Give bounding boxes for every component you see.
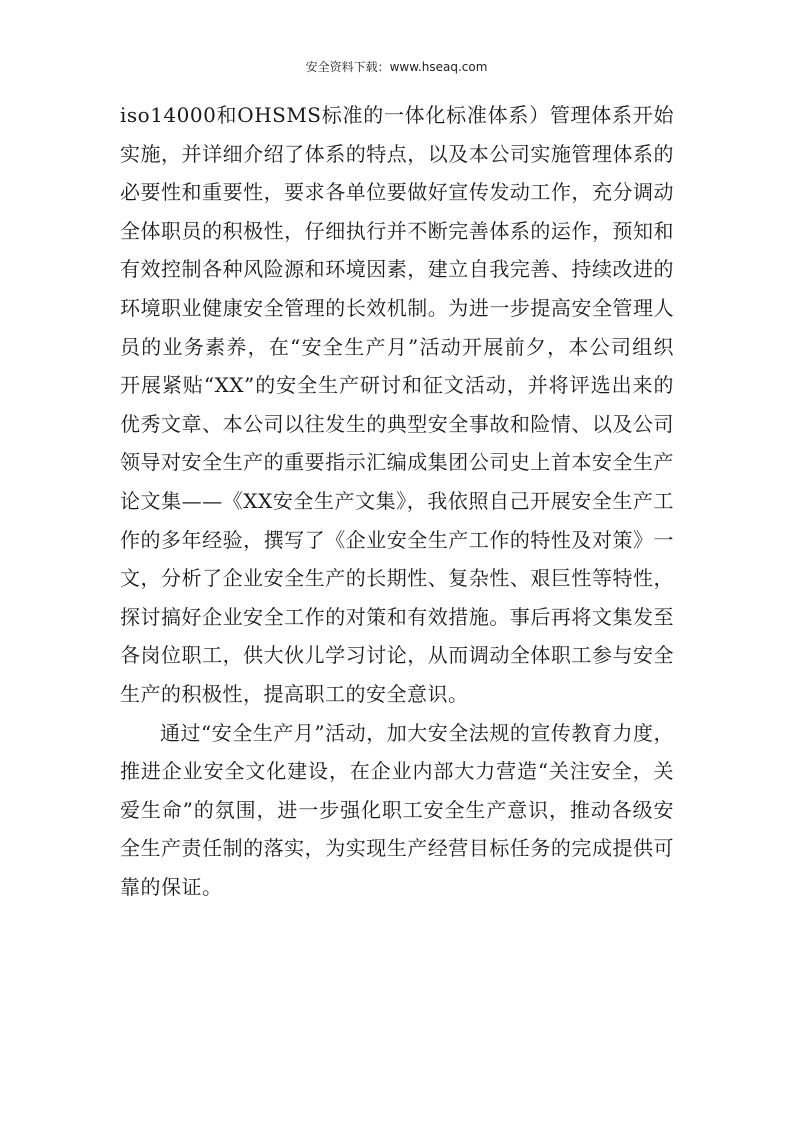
page-header: 安全资料下载：www.hseaq.com <box>305 60 488 74</box>
body-paragraph-1: iso14000和OHSMS标准的一体化标准体系）管理体系开始实施，并详细介绍了体系的特点，以及本公司实施管理体系的必要性和重要性，要求各单位要做好宣传发动工作，充分调动全体职员的积极性，仔细执行并不断完善体系的运作，预知和有效控制各种风险源和环境因素，建立自我完善、持续改进的环境职业健康安全管理的长效机制。为进一步提高安全管理人员的业务素养，在“安全生产月”活动开展前夕，本公司组织开展紧贴“XX”的安全生产研讨和征文活动，并将评选出来的优秀文章、本公司以往发生的典型安全事故和险情、以及公司领导对安全生产的重要指示汇编成集团公司史上首本安全生产论文集——《XX安全生产文集》，我依照自己开展安全生产工作的多年经验，撰写了《企业安全生产工作的特性及对策》一文，分析了企业安全生产的长期性、复杂性、艰巨性等特性，探讨搞好企业安全工作的对策和有效措施。事后再将文集发至各岗位职工，供大伙儿学习讨论，从而调动全体职工参与安全生产的积极性，提高职工的安全意识。 <box>120 103 674 706</box>
body-paragraph-2: 通过“安全生产月”活动，加大安全法规的宣传教育力度，推进企业安全文化建设，在企业内部大力营造“关注安全，关爱生命”的氛围，进一步强化职工安全生产意识，推动各级安全生产责任制的落实，为实现生产经营目标任务的完成提供可靠的保证。 <box>120 720 674 899</box>
document-body <box>120 96 674 906</box>
